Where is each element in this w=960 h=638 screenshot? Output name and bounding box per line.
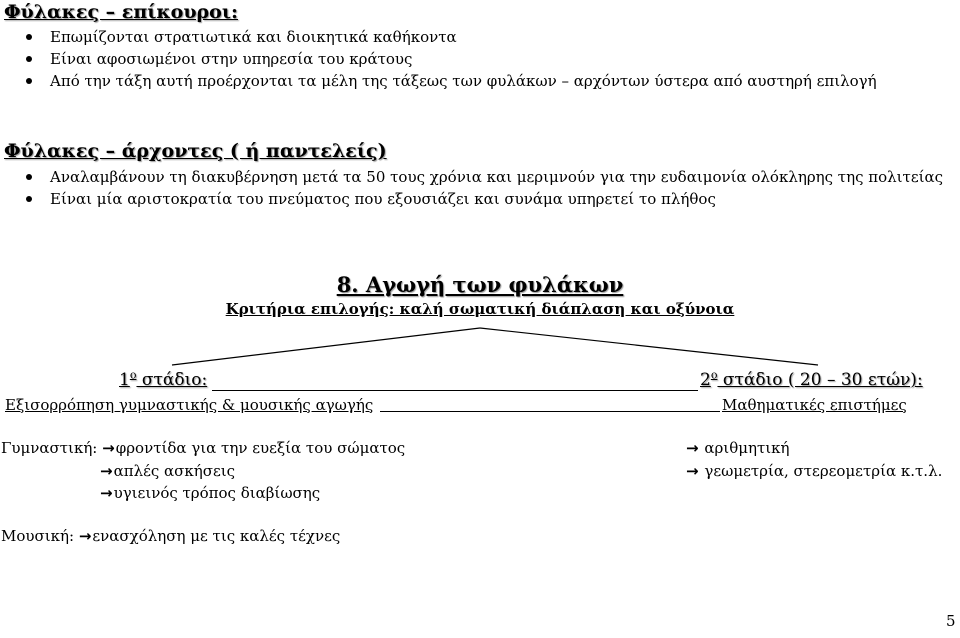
gymnastics-label: Γυμναστική: (1, 439, 103, 457)
stage2-label: στάδιο ( 20 – 30 ετών): (717, 370, 923, 390)
stage2-sup: ο (710, 368, 718, 382)
bullet-text: Είναι μία αριστοκρατία του πνεύματος που εξουσιάζει και συνάμα υπηρετεί το πλήθος (50, 190, 716, 208)
math-row (686, 462, 942, 480)
arrow-icon: → (102, 439, 115, 457)
left-branch-line (172, 328, 480, 365)
arrow-icon: → (100, 462, 113, 480)
stage2-number: 2 (700, 370, 711, 390)
stage-connector-line (212, 390, 698, 391)
math-item: αριθμητική (704, 439, 790, 457)
music-item: ενασχόληση με τις καλές τέχνες (92, 527, 341, 545)
bullet-text: Αναλαμβάνουν τη διακυβέρνηση μετά τα 50 τους χρόνια και μεριμνούν για την ευδαιμονία ολόκληρης της πολιτείας (50, 168, 944, 186)
arrow-icon: → (78, 527, 92, 545)
bullet-text: Είναι αφοσιωμένοι στην υπηρεσία του κράτους (50, 50, 413, 68)
stage2-subtitle: Μαθηματικές επιστήμες (722, 396, 907, 414)
stage1-label: στάδιο: (136, 370, 208, 390)
arrow-icon: → (686, 462, 699, 480)
criteria-text: Κριτήρια επιλογής: καλή σωματική διάπλαση και οξύνοια (225, 300, 735, 318)
bullet-text: Από την τάξη αυτή προέρχονται τα μέλη της τάξεως των φυλάκων – αρχόντων ύστερα από αυστηρή επιλογή (50, 72, 877, 90)
rulers-heading: Φύλακες – άρχοντες ( ή παντελείς) (4, 140, 387, 162)
bullet-text: Επωμίζονται στρατιωτικά και διοικητικά καθήκοντα (50, 28, 457, 46)
stage1-sup: ο (129, 368, 137, 382)
music-row (1, 527, 340, 545)
math-item: γεωμετρία, στερεομετρία κ.τ.λ. (704, 462, 943, 480)
gymnastics-item: απλές ασκήσεις (113, 462, 236, 480)
subtitle-connector-line (380, 411, 720, 412)
arrow-icon: → (100, 484, 113, 502)
gymnastics-item: υγιεινός τρόπος διαβίωσης (113, 484, 321, 502)
gymnastics-row (100, 484, 320, 502)
gymnastics-item: φροντίδα για την ευεξία του σώματος (115, 439, 406, 457)
page-number: 5 (946, 612, 956, 630)
gymnastics-row (100, 462, 235, 480)
arrow-icon: → (686, 439, 699, 457)
section-title: 8. Αγωγή των φυλάκων (336, 272, 624, 297)
auxiliaries-heading: Φύλακες – επίκουροι: (4, 1, 239, 23)
music-label: Μουσική: (1, 527, 79, 545)
right-branch-line (480, 328, 818, 365)
gymnastics-row (1, 439, 405, 457)
stage2-title (700, 370, 923, 390)
stage1-number: 1 (119, 370, 130, 390)
math-row (686, 439, 790, 457)
stage1-title (119, 370, 207, 390)
stage1-subtitle: Εξισορρόπηση γυμναστικής & μουσικής αγωγής (5, 396, 374, 414)
